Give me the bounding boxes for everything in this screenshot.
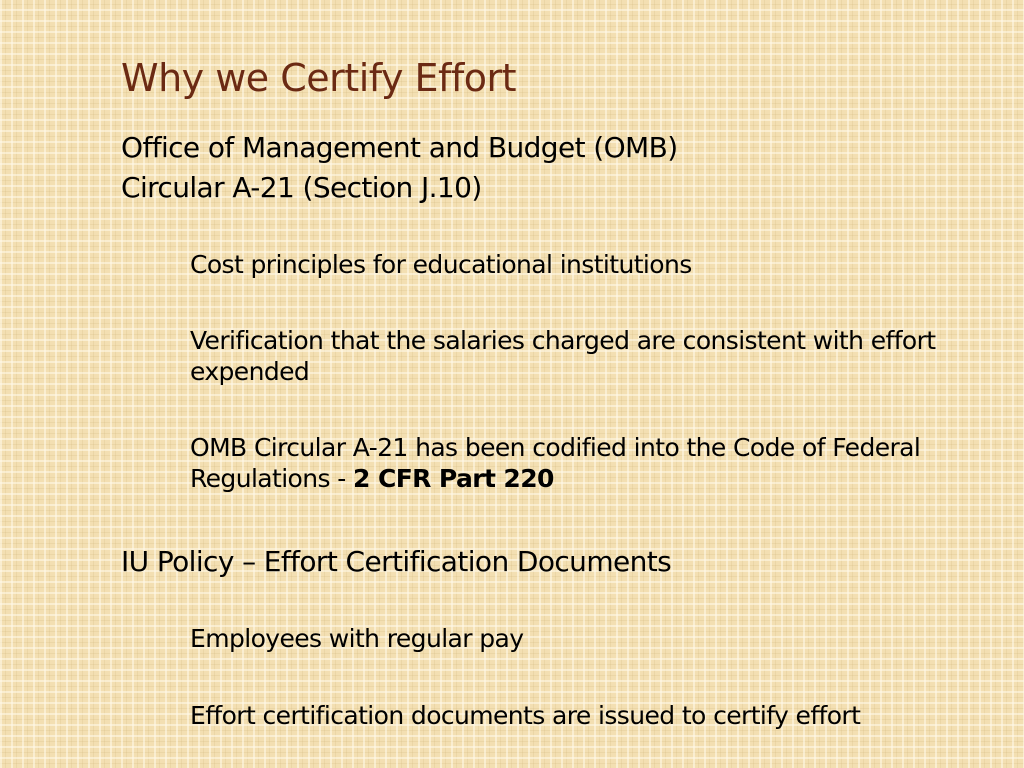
bullet-verification: Verification that the salaries charged are consistent with effort expended	[190, 326, 936, 386]
bullet-employees-regular-pay: Employees with regular pay	[190, 624, 524, 653]
omb-heading-line2: Circular A-21 (Section J.10)	[121, 171, 482, 204]
bullet-cost-principles: Cost principles for educational institutions	[190, 250, 692, 279]
bullet-codified	[190, 432, 980, 494]
omb-heading-line1: Office of Management and Budget (OMB)	[121, 131, 678, 164]
slide-title: Why we Certify Effort	[121, 56, 517, 100]
cfr-reference: 2 CFR Part 220	[353, 464, 554, 493]
codified-text: OMB Circular A-21 has been codified into the Code of Federal Regulations -	[190, 433, 921, 493]
iu-policy-heading: IU Policy – Effort Certification Documents	[121, 545, 672, 578]
slide-body	[121, 128, 991, 731]
bullet-documents-issued: Effort certification documents are issued to certify effort	[190, 701, 861, 730]
